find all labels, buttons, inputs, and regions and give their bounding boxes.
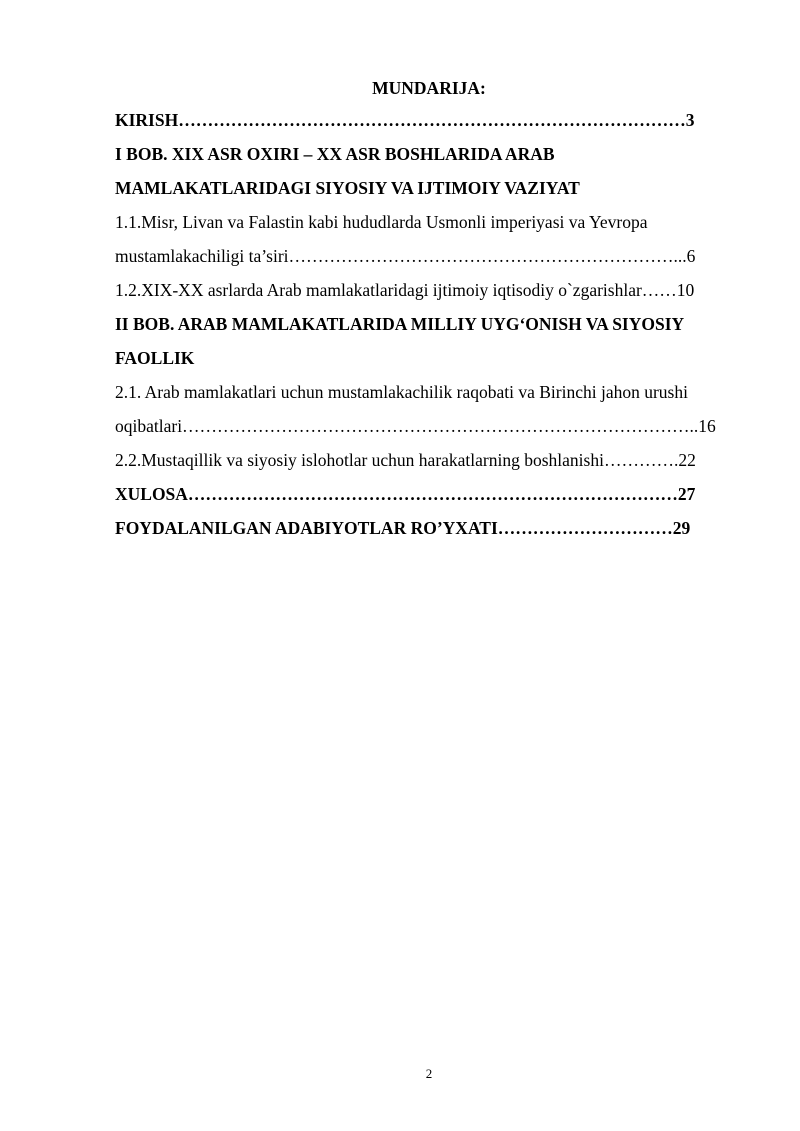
toc-title: MUNDARIJA:: [372, 78, 486, 98]
toc-entry-introduction: KIRISH……………………………………………………………………………3: [115, 110, 695, 130]
toc-chapter-2-heading-line-2: FAOLLIK: [115, 348, 195, 368]
toc-entry-references: FOYDALANILGAN ADABIYOTLAR RO’YXATI…………………………29: [115, 518, 691, 538]
page-number: 2: [425, 1066, 433, 1081]
toc-chapter-2-heading-line-1: II BOB. ARAB MAMLAKATLARIDA MILLIY UYG‘ONISH VA SIYOSIY: [115, 314, 685, 334]
toc-section-1-2: 1.2.XIX-XX asrlarda Arab mamlakatlaridagi ijtimoiy iqtisodiy o`zgarishlar……10: [115, 280, 695, 300]
toc-chapter-1-heading-line-2: MAMLAKATLARIDAGI SIYOSIY VA IJTIMOIY VAZIYAT: [115, 178, 580, 198]
toc-section-2-1-line-1: 2.1. Arab mamlakatlari uchun mustamlakachilik raqobati va Birinchi jahon urushi: [115, 382, 688, 402]
table-of-contents: [115, 108, 745, 550]
toc-entry-conclusion: XULOSA…………………………………………………………………………27: [115, 484, 696, 504]
toc-section-1-1-line-2: mustamlakachiligi ta’siri…………………………………………………………...6: [115, 246, 696, 266]
toc-chapter-1-heading-line-1: I BOB. XIX ASR OXIRI – XX ASR BOSHLARIDA ARAB: [115, 144, 555, 164]
toc-section-2-1-line-2: oqibatlari……………………………………………………………………………..16: [115, 416, 716, 436]
toc-section-1-1-line-1: 1.1.Misr, Livan va Falastin kabi hududlarda Usmonli imperiyasi va Yevropa: [115, 212, 648, 232]
toc-section-2-2: 2.2.Mustaqillik va siyosiy islohotlar uchun harakatlarning boshlanishi………….22: [115, 450, 696, 470]
